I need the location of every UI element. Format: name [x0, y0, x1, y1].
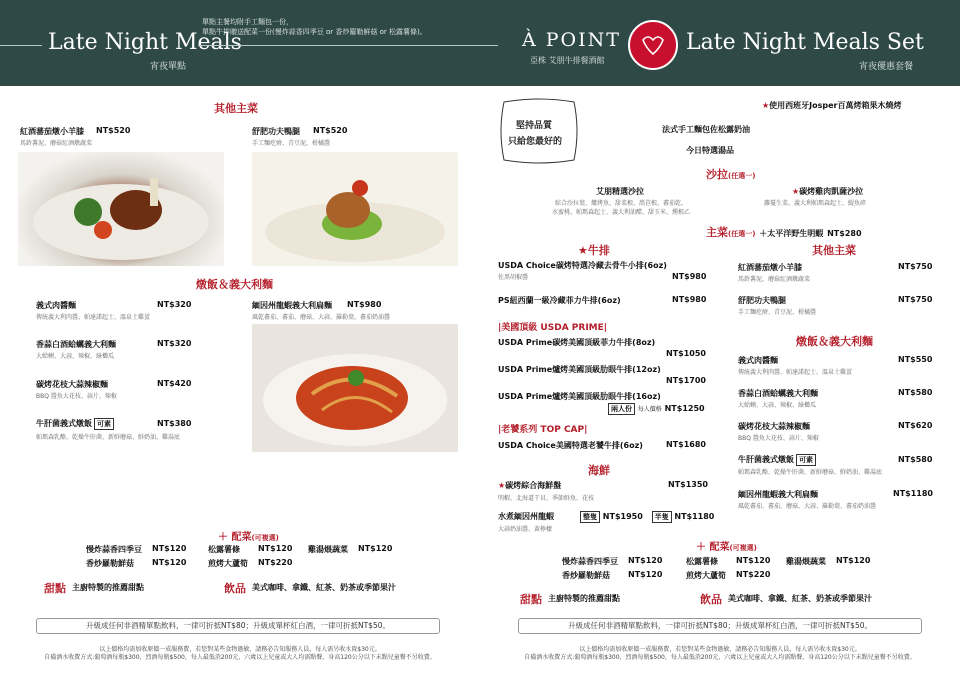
- left-drinks-title: 飲品: [224, 582, 246, 595]
- seafood2-name: 水煮緬因州龍蝦: [498, 512, 554, 521]
- salad1-name: 艾朋精選沙拉: [596, 187, 644, 196]
- steak-title: ★牛排: [578, 244, 610, 257]
- salad1-desc: 綜合沙拉葉、爐烤魚、甜菜根、萵苣根、蕃茄乾、 水蜜桃、帕瑪森起士、義大利油醋、甜玉米、燻根乙: [551, 200, 690, 216]
- bread-item: 法式手工麵包佐松露奶油: [662, 125, 750, 134]
- r-side-mushroom-price: NT$120: [628, 570, 663, 579]
- r-side-asparagus: 煎烤大蘆筍: [686, 571, 726, 580]
- vegetarian-tag: 可素: [94, 418, 114, 430]
- seafood1-desc: 明蝦、北海道干貝、季節鮮魚、花枝: [498, 495, 595, 502]
- salad2-name: ★碳烤雞肉凱薩沙拉: [792, 187, 864, 196]
- side-beans-price: NT$120: [152, 544, 187, 553]
- duck-price: NT$520: [313, 126, 348, 135]
- left-lobster-desc: 風乾蕃茄、蕃茄、蘑菇、大蒜、羅勒葉、蕃茄奶油醬: [252, 314, 391, 321]
- right-footnote: 以上價格均需加收原價一成服務費，若您對某些食物過敏，請務必告知服務人員，每人需另收水資$30元。 自備酒水收費方式:葡萄酒每瓶$300，烈酒每瓶$500，每人最低消200元，六歲以上兒童或大人均需點餐，身高120公分以下未點兒童餐不另收費。: [524, 646, 916, 661]
- left-bolognese-name: 義式肉醬麵: [36, 301, 76, 310]
- side-veg: 雞湯煨蔬菜: [308, 545, 348, 554]
- seafood1-name: ★碳烤綜合海鮮盤: [498, 481, 562, 490]
- steak2-name: PS紐西蘭一級冷藏菲力牛排(6oz): [498, 296, 621, 305]
- prime1-price: NT$1050: [666, 349, 706, 358]
- r-side-fries: 松露薯條: [686, 557, 718, 566]
- p4-price: NT$580: [898, 455, 933, 464]
- o1-desc: 馬鈴薯泥、蘑菇紅酒燉蔬菜: [738, 276, 811, 283]
- left-mushroom-name: 牛肝菌義式燉飯 可素: [36, 418, 114, 430]
- p5-name: 緬因州龍蝦義大利扁麵: [738, 490, 818, 499]
- side-asparagus: 煎烤大蘆筍: [208, 559, 248, 568]
- right-sides-title: ＋ 配菜(可複選): [696, 542, 757, 553]
- right-dessert-title: 甜點: [520, 593, 542, 606]
- lobster-photo: [252, 324, 458, 452]
- r-side-beans-price: NT$120: [628, 556, 663, 565]
- header-note: 單點主餐均附手工麵包一份， 單點牛排贈送配菜一份(慢炸蒜香四季豆 or 香炒羅勒鮮菇 or 松露薯條)。: [202, 18, 427, 36]
- p1-price: NT$550: [898, 355, 933, 364]
- side-mushroom: 香炒羅勒鮮菇: [86, 559, 134, 568]
- p4-name: 牛肝菌義式燉飯 可素: [738, 454, 816, 466]
- p3-name: 碳烤花枝大蒜辣椒麵: [738, 422, 810, 431]
- r-side-veg: 雞湯煨蔬菜: [786, 557, 826, 566]
- header-rule-left: [0, 45, 42, 46]
- left-sides-title: ＋ 配菜(可複選): [218, 532, 279, 543]
- left-squid-desc: BBQ 醬魚大花枝、蒜片、辣椒: [36, 393, 117, 400]
- salad2-desc: 蘿蔓生菜、義大利帕瑪森起士、鯷魚碎: [764, 200, 867, 207]
- menu-header: [0, 0, 960, 86]
- left-mushroom-desc: 帕瑪森乳酪、乾燥牛肝菌、新鮮蘑菇、鮮奶油、雞湯底: [36, 434, 181, 441]
- prime3-share: 兩人份 每人價格 NT$1250: [606, 403, 705, 415]
- o1-name: 紅酒蕃茄燉小羊膝: [738, 263, 802, 272]
- side-fries-price: NT$120: [258, 544, 293, 553]
- p3-desc: BBQ 醬魚大花枝、蒜片、辣椒: [738, 435, 819, 442]
- seafood-title: 海鮮: [588, 464, 610, 477]
- o1-price: NT$750: [898, 262, 933, 271]
- pasta-title-right: 燉飯＆義大利麵: [796, 335, 873, 348]
- left-mushroom-price: NT$380: [157, 419, 192, 428]
- topcap-title: |老饕系列 TOP CAP|: [498, 425, 588, 435]
- josper-note: ★使用西班牙Josper百萬烤箱果木燒烤: [762, 101, 902, 110]
- left-clam-price: NT$320: [157, 339, 192, 348]
- p1-desc: 傳統義大利肉醬、帕達諾起士、溫泉土雞蛋: [738, 369, 853, 376]
- lamb-desc: 馬鈴薯泥、蘑菇紅酒燉蔬菜: [20, 140, 93, 147]
- seafood1-price: NT$1350: [668, 480, 708, 489]
- r-side-asparagus-price: NT$220: [736, 570, 771, 579]
- star-icon: ★: [762, 101, 770, 110]
- header-rule-left-2: [198, 45, 498, 46]
- o2-name: 舒肥功夫鴨腿: [738, 296, 786, 305]
- duck-desc: 手工麵疙瘩、青豆泥、柑橘醬: [252, 140, 331, 147]
- left-clam-desc: 大蛤蜊、大蒜、辣椒、綠櫛瓜: [36, 353, 115, 360]
- p4-desc: 帕瑪森乳酪、乾燥牛肝菌、新鮮蘑菇、鮮奶油、雞湯底: [738, 469, 883, 476]
- left-clam-name: 香蒜白酒蛤蠣義大利麵: [36, 340, 116, 349]
- p2-name: 香蒜白酒蛤蠣義大利麵: [738, 389, 818, 398]
- right-dessert-text: 主廚特製的推薦甜點: [548, 594, 620, 603]
- left-dessert-text: 主廚特製的推薦甜點: [72, 583, 144, 592]
- prime1-name: USDA Prime碳烤美國頂級菲力牛排(8oz): [498, 338, 656, 347]
- left-risotto-title: 燉飯＆義大利麵: [196, 278, 273, 291]
- r-side-mushroom: 香炒羅勒鮮菇: [562, 571, 610, 580]
- lamb-price: NT$520: [96, 126, 131, 135]
- r-side-beans: 慢炸蒜香四季豆: [562, 557, 618, 566]
- other-mains-title: 其他主菜: [214, 102, 258, 115]
- brand-subtitle: 亞株 艾朋牛排餐酒館: [530, 56, 605, 65]
- right-title: Late Night Meals Set: [686, 30, 924, 55]
- side-fries: 松露薯條: [208, 545, 240, 554]
- topcap-price: NT$1680: [666, 440, 706, 449]
- quality-frame: [496, 98, 582, 164]
- p2-desc: 大蛤蜊、大蒜、辣椒、綠櫛瓜: [738, 402, 817, 409]
- topcap-name: USDA Choice美國特選老饕牛排(6oz): [498, 441, 643, 450]
- p1-name: 義式肉醬麵: [738, 356, 778, 365]
- seafood2-prices: 整隻 NT$1950 半隻 NT$1180: [578, 511, 714, 523]
- lamb-photo: [18, 152, 224, 266]
- side-asparagus-price: NT$220: [258, 558, 293, 567]
- prime2-price: NT$1700: [666, 376, 706, 385]
- left-subtitle: 宵夜單點: [150, 62, 187, 72]
- right-drinks-title: 飲品: [700, 593, 722, 606]
- p2-price: NT$580: [898, 388, 933, 397]
- steak2-price: NT$980: [672, 295, 707, 304]
- salad-title: 沙拉(任選一): [706, 168, 756, 181]
- brand-name: À POINT: [522, 29, 621, 51]
- right-drinks-text: 美式咖啡、拿鐵、紅茶、奶茶或季節果汁: [728, 594, 872, 603]
- other-title-right: 其他主菜: [812, 244, 856, 257]
- soup-item: 今日特選湯品: [686, 146, 734, 155]
- left-title: Late Night Meals: [48, 30, 242, 55]
- seafood2-desc: 大蒜奶油醬、黃檸檬: [498, 526, 553, 533]
- right-subtitle: 宵夜優惠套餐: [859, 62, 914, 72]
- left-squid-price: NT$420: [157, 379, 192, 388]
- side-mushroom-price: NT$120: [152, 558, 187, 567]
- side-veg-price: NT$120: [358, 544, 393, 553]
- bull-logo-icon: [628, 20, 678, 70]
- prime3-name: USDA Prime爐烤美國頂級肋眼牛排(16oz): [498, 392, 661, 401]
- prime-title: |美國頂級 USDA PRIME|: [498, 323, 608, 333]
- duck-photo: [252, 152, 458, 266]
- o2-price: NT$750: [898, 295, 933, 304]
- main-title: 主菜(任選一) ＋太平洋野生明蝦 NT$280: [706, 226, 862, 239]
- side-beans: 慢炸蒜香四季豆: [86, 545, 142, 554]
- left-upgrade-note: 升級成任何非酒精單點飲料，一律可折抵NT$80；升級成單杯紅白酒，一律可折抵NT$50。: [36, 618, 440, 634]
- p3-price: NT$620: [898, 421, 933, 430]
- left-drinks-text: 美式咖啡、拿鐵、紅茶、奶茶或季節果汁: [252, 583, 396, 592]
- left-lobster-name: 緬因州龍蝦義大利扁麵: [252, 301, 332, 310]
- prime2-name: USDA Prime爐烤美國頂級肋眼牛排(12oz): [498, 365, 661, 374]
- r-side-veg-price: NT$120: [836, 556, 871, 565]
- frame-line2: 只給您最好的: [508, 137, 563, 147]
- left-bolognese-desc: 傳統義大利肉醬、帕達諾起士、溫泉土雞蛋: [36, 314, 151, 321]
- left-footnote: 以上價格均需加收原價一成服務費，若您對某些食物過敏，請務必告知服務人員，每人需另收水資$30元。 自備酒水收費方式:葡萄酒每瓶$300，烈酒每瓶$500，每人最低消200元，六歲以上兒童或大人均需點餐，身高120公分以下未點兒童餐不另收費。: [44, 646, 436, 661]
- left-bolognese-price: NT$320: [157, 300, 192, 309]
- r-side-fries-price: NT$120: [736, 556, 771, 565]
- left-lobster-price: NT$980: [347, 300, 382, 309]
- o2-desc: 手工麵疙瘩、青豆泥、柑橘醬: [738, 309, 817, 316]
- frame-line1: 堅持品質: [516, 121, 553, 131]
- p5-price: NT$1180: [893, 489, 933, 498]
- right-upgrade-note: 升級成任何非酒精單點飲料，一律可折抵NT$80；升級成單杯紅白酒，一律可折抵NT$50。: [518, 618, 922, 634]
- left-dessert-title: 甜點: [44, 582, 66, 595]
- p5-desc: 風乾蕃茄、蕃茄、蘑菇、大蒜、羅勒葉、蕃茄奶油醬: [738, 503, 877, 510]
- left-squid-name: 碳烤花枝大蒜辣椒麵: [36, 380, 108, 389]
- steak1-desc: 佐黑胡椒醬: [498, 274, 529, 281]
- steak1-name: USDA Choice碳烤特選冷藏去骨牛小排(6oz): [498, 261, 667, 270]
- duck-name: 舒肥功夫鴨腿: [252, 127, 300, 136]
- lamb-name: 紅酒蕃茄燉小羊膝: [20, 127, 84, 136]
- steak1-price: NT$980: [672, 272, 707, 281]
